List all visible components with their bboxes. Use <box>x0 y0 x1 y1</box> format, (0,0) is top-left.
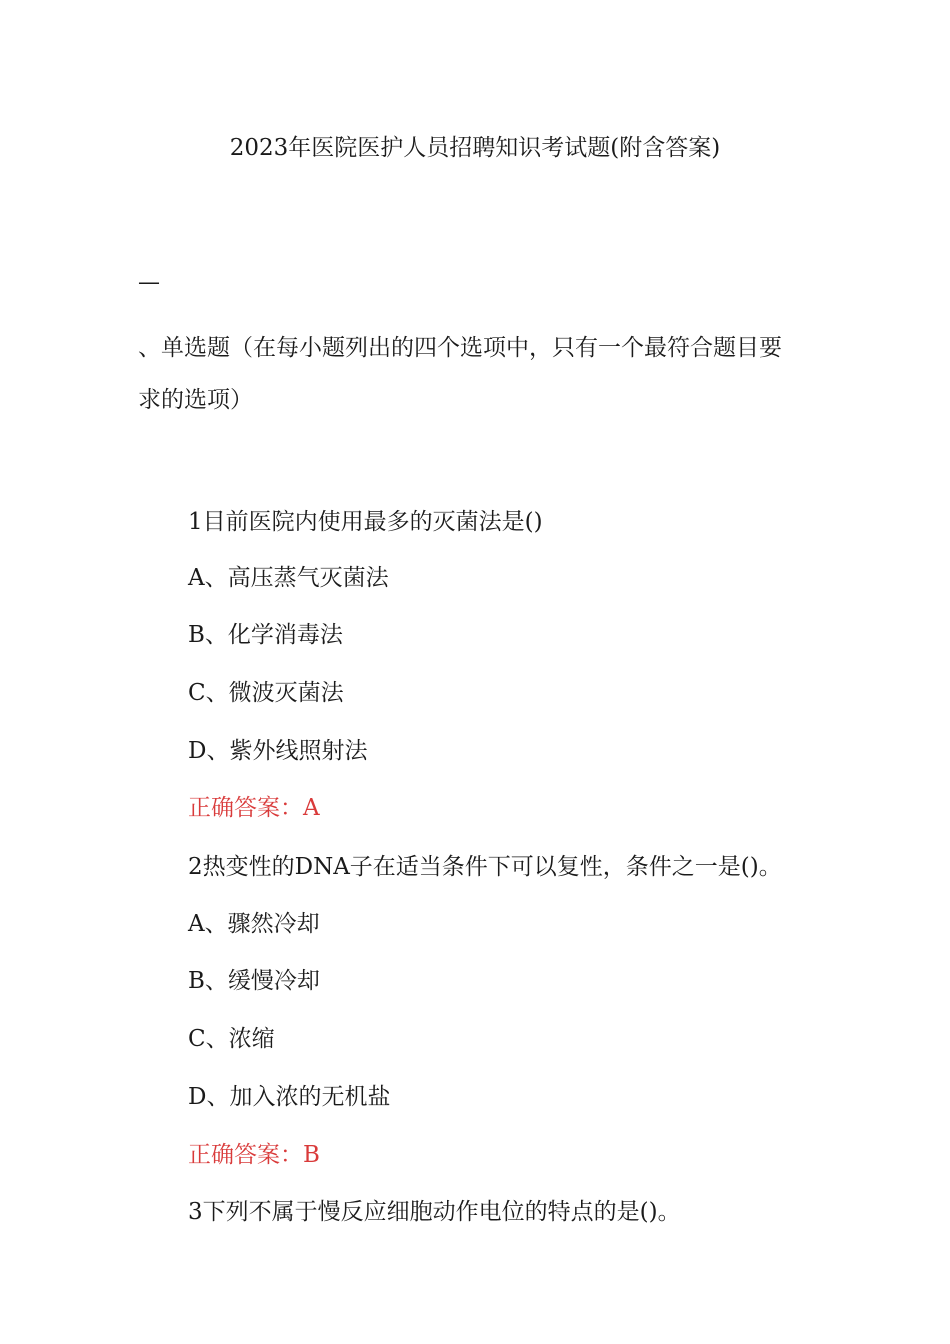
section-heading-line-2: 求的选项） <box>138 387 253 413</box>
question-2-option-a: A、骤然冷却 <box>188 911 320 937</box>
question-1-option-a: A、高压蒸气灭菌法 <box>188 565 389 591</box>
section-heading <box>138 322 828 426</box>
question-3-stem: 3下列不属于慢反应细胞动作电位的特点的是()。 <box>188 1199 681 1225</box>
question-1-option-b: B、化学消毒法 <box>188 622 343 648</box>
question-2-answer: 正确答案：B <box>188 1142 320 1168</box>
question-1-stem: 1目前医院内使用最多的灭菌法是() <box>188 509 543 535</box>
section-number-dash: — <box>138 270 160 295</box>
question-2-option-c: C、浓缩 <box>188 1026 275 1052</box>
document-title: 2023年医院医护人员招聘知识考试题(附含答案) <box>229 135 721 161</box>
question-2-option-d: D、加入浓的无机盐 <box>188 1084 391 1110</box>
question-2-option-b: B、缓慢冷却 <box>188 968 320 994</box>
section-heading-line-1: 、单选题（在每小题列出的四个选项中，只有一个最符合题目要 <box>138 335 782 361</box>
question-2-stem: 2热变性的DNA子在适当条件下可以复性，条件之一是()。 <box>188 854 782 880</box>
question-1-option-d: D、紫外线照射法 <box>188 738 368 764</box>
question-1-answer: 正确答案：A <box>188 795 320 821</box>
question-1-option-c: C、微波灭菌法 <box>188 680 344 706</box>
